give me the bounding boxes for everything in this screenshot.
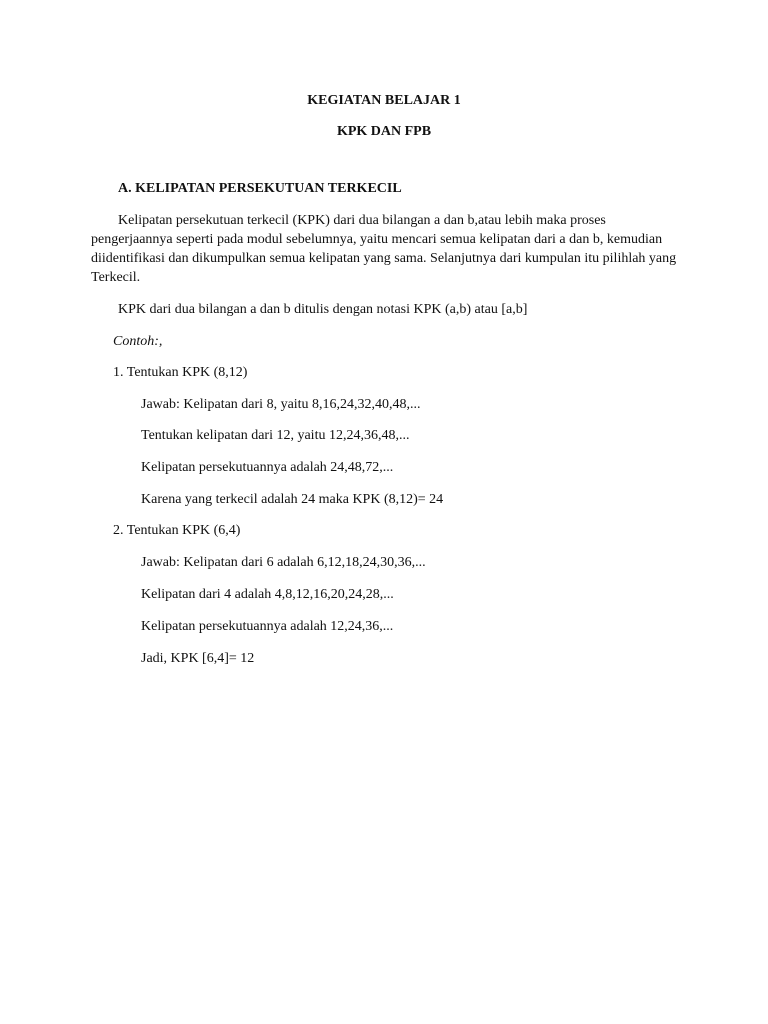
example-1-question: 1. Tentukan KPK (8,12) [113,365,248,380]
paragraph-1-line-2: pengerjaannya seperti pada modul sebelumnya, yaitu mencari semua kelipatan dari a dan b, kemudian [91,232,663,247]
document-subtitle: KPK DAN FPB [336,124,432,139]
document-title: KEGIATAN BELAJAR 1 [307,93,461,108]
example-2-step-1: Jawab: Kelipatan dari 6 adalah 6,12,18,24,30,36,... [141,555,426,570]
paragraph-1-line-4: Terkecil. [91,270,141,285]
paragraph-1-line-3: diidentifikasi dan dikumpulkan semua kelipatan yang sama. Selanjutnya dari kumpulan itu pilihlah yang [91,251,677,266]
section-heading: A. KELIPATAN PERSEKUTUAN TERKECIL [118,181,402,196]
example-2-step-4: Jadi, KPK [6,4]= 12 [141,651,255,666]
example-1-step-4: Karena yang terkecil adalah 24 maka KPK (8,12)= 24 [141,492,444,507]
paragraph-2: KPK dari dua bilangan a dan b ditulis dengan notasi KPK (a,b) atau [a,b] [118,302,528,317]
example-1-step-2: Tentukan kelipatan dari 12, yaitu 12,24,36,48,... [141,428,410,443]
example-2-step-2: Kelipatan dari 4 adalah 4,8,12,16,20,24,28,... [141,587,394,602]
example-1-step-1: Jawab: Kelipatan dari 8, yaitu 8,16,24,32,40,48,... [141,397,421,412]
example-2-step-3: Kelipatan persekutuannya adalah 12,24,36,... [141,619,394,634]
example-label: Contoh:, [113,334,163,349]
paragraph-1-line-1: Kelipatan persekutuan terkecil (KPK) dari dua bilangan a dan b,atau lebih maka proses [118,213,606,228]
example-1-step-3: Kelipatan persekutuannya adalah 24,48,72,... [141,460,394,475]
example-2-question: 2. Tentukan KPK (6,4) [113,523,241,538]
